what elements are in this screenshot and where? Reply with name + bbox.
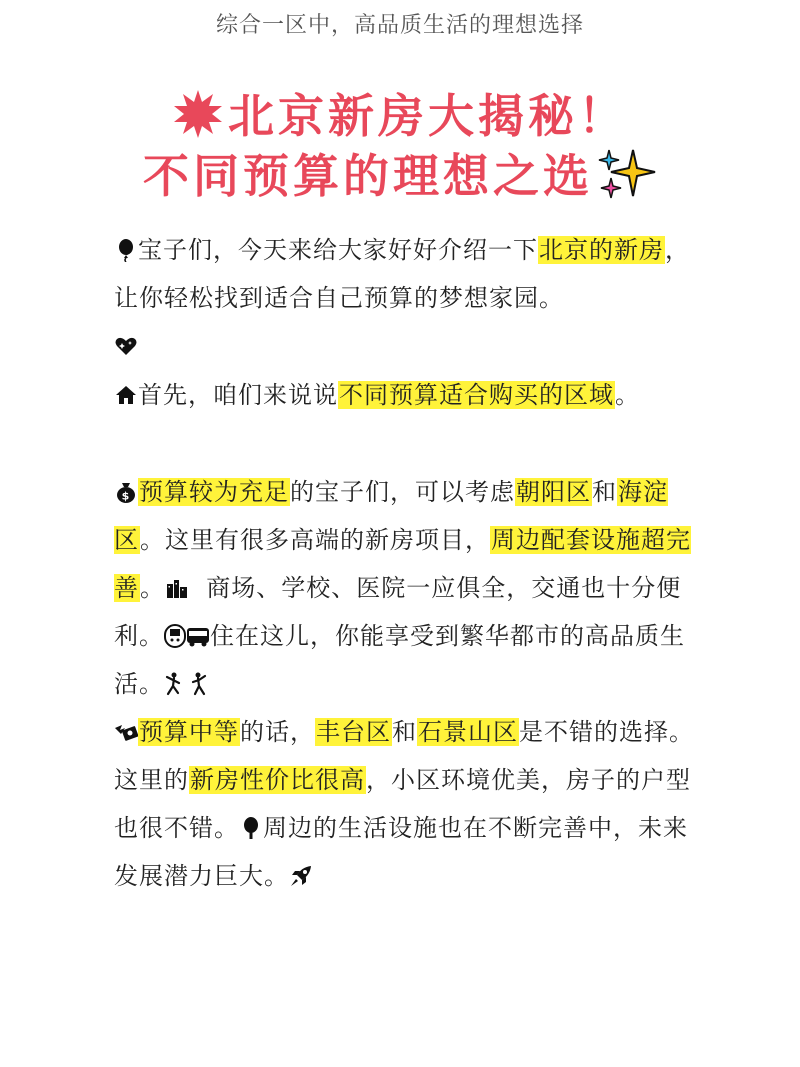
section-intro-paragraph: [114, 371, 694, 419]
headline-line-2: [70, 146, 730, 206]
highlight-areas-by-budget: 不同预算适合购买的区域: [339, 381, 614, 409]
red-starburst-icon: [172, 88, 224, 140]
section-intro-text: 首先，咱们来说说: [138, 381, 338, 409]
headline-line-1: [70, 86, 730, 146]
tree-icon: [239, 816, 263, 840]
highlight-mid-budget: 预算中等: [139, 718, 239, 746]
highlight-chaoyang: 朝阳区: [516, 478, 591, 506]
page-caption: 综合一区中，高品质生活的理想选择: [215, 13, 584, 38]
highlight-facilities: 周边配套设施超完善: [114, 526, 691, 602]
intro-text: 宝子们，今天来给大家好好介绍一下: [138, 236, 538, 264]
text-segment: 和: [592, 478, 617, 506]
article-card: [70, 46, 730, 1056]
text-segment: 是不错的选择。这里的: [114, 718, 694, 794]
highlight-value-for-money: 新房性价比很高: [190, 766, 365, 794]
rocket-icon: [289, 864, 313, 888]
section-intro-end: 。: [615, 381, 640, 409]
text-segment: 周边的生活设施也在不断完善中，未来发展潜力巨大。: [114, 814, 688, 890]
sparkles-icon: [597, 146, 657, 202]
text-segment: 和: [392, 718, 417, 746]
text-segment: 。这里有很多高端的新房项目，: [140, 526, 490, 554]
highlight-fengtai: 丰台区: [316, 718, 391, 746]
metro-bus-icon: [164, 624, 210, 648]
dancers-icon: [164, 672, 210, 696]
text-segment: 的宝子们，可以考虑: [290, 478, 515, 506]
text-segment: 住在这儿，你能享受到繁华都市的高品质生活。: [114, 622, 685, 698]
text-segment: 。: [140, 574, 165, 602]
cityscape-icon: [165, 576, 189, 600]
highlight-high-budget: 预算较为充足: [139, 478, 289, 506]
svg-text:$: $: [121, 489, 131, 503]
text-segment: 的话，: [240, 718, 315, 746]
balloon-icon: [114, 238, 138, 262]
heart-sparkle-icon: [114, 334, 138, 358]
headline-title: 北京新房大揭秘！: [228, 89, 628, 143]
text-segment: 商场、学校、医院一应俱全，交通也十分便利。: [114, 574, 682, 650]
intro-text-end: ，让你轻松找到适合自己预算的梦想家园。: [114, 236, 690, 312]
money-bag-icon: [114, 480, 138, 504]
headline-subtitle: 不同预算的理想之选: [143, 149, 593, 203]
highlight-shijingshan: 石景山区: [418, 718, 518, 746]
highlight-haidian: 海淀区: [114, 478, 668, 554]
highlight-beijing-new-homes: 北京的新房: [539, 236, 664, 264]
money-wings-icon: [114, 720, 138, 744]
intro-paragraph: [114, 226, 694, 370]
house-icon: [114, 383, 138, 407]
text-segment: ，小区环境优美，房子的户型也很不错。: [114, 766, 691, 842]
high-budget-paragraph: [114, 468, 694, 708]
mid-budget-paragraph: [114, 708, 694, 900]
